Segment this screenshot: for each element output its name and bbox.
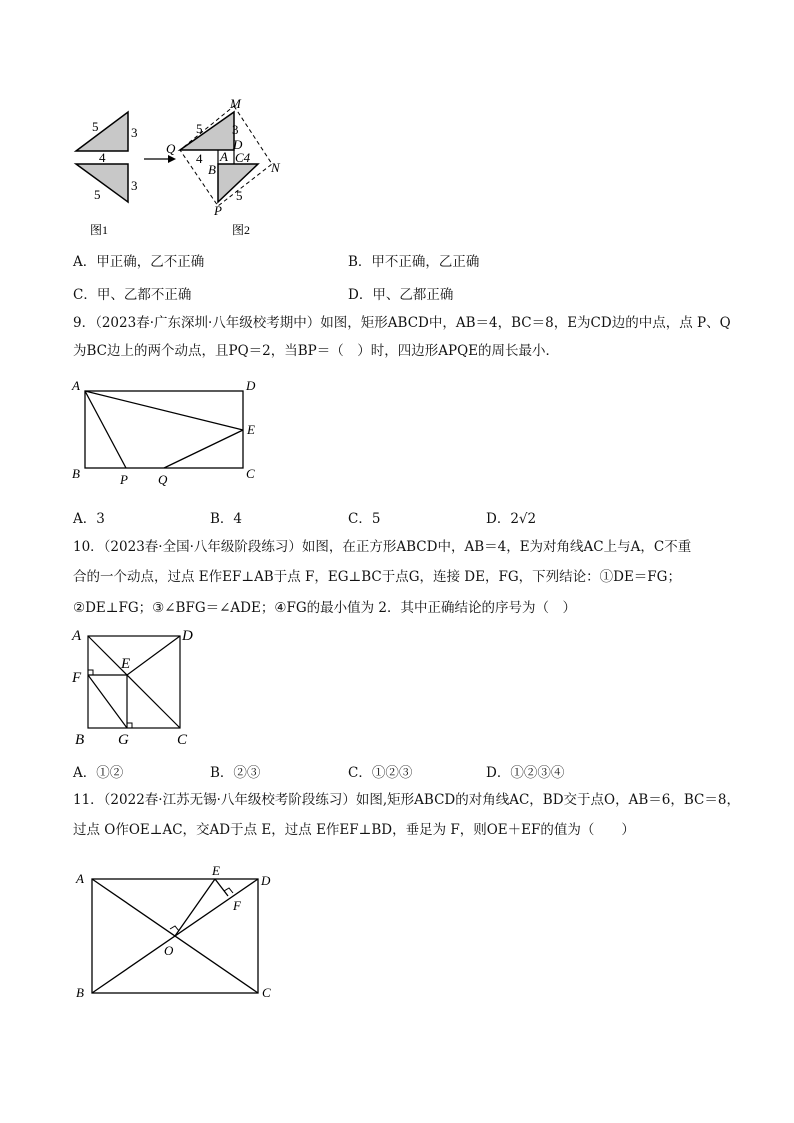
q9-label-D: D [246, 378, 256, 393]
q9-label-C: C [246, 466, 255, 481]
q11-label-D: D [261, 873, 271, 888]
q9-option-d-prefix: D． [486, 511, 511, 527]
q8-option-b[interactable]: B．甲不正确，乙正确 [348, 254, 480, 270]
q9-option-d-value: 2√2 [510, 511, 537, 527]
fig2-label-B: B [208, 162, 216, 177]
fig2-upper-triangle [180, 112, 234, 150]
fig2-label-3: 3 [232, 122, 239, 137]
q10-option-c[interactable]: C．①②③ [348, 765, 413, 781]
q11-label-O: O [164, 943, 174, 958]
q10-right-angle-g [127, 723, 132, 728]
q10-diagonal-ac [88, 636, 180, 728]
q10-segment-de [127, 636, 180, 675]
q9-option-a[interactable]: A．3 [73, 511, 105, 527]
fig2-label-N: N [271, 160, 280, 175]
fig1-label-5a: 5 [92, 119, 99, 134]
q9-figure [62, 374, 272, 492]
q9-option-c[interactable]: C．5 [348, 511, 381, 527]
fig1-caption: 图1 [90, 223, 109, 237]
q11-label-E: E [212, 863, 220, 878]
q10-label-F: F [72, 670, 82, 686]
q11-segment-ef [215, 879, 228, 896]
fig2-caption: 图2 [232, 223, 251, 237]
q9-label-Q: Q [158, 472, 168, 487]
arrow-head [168, 155, 176, 163]
fig2-label-5-upper: 5 [196, 121, 203, 136]
fig1-lower-triangle [76, 164, 128, 202]
q9-rectangle [85, 391, 243, 468]
q11-label-B: B [76, 985, 84, 1000]
q10-segment-fg [88, 675, 127, 728]
fig1-label-5b: 5 [94, 187, 101, 202]
q10-label-B: B [75, 732, 85, 748]
q11-segment-oe [175, 879, 215, 936]
fig2-label-M: M [230, 96, 241, 111]
q10-label-A: A [72, 628, 82, 644]
fig2-label-D: D [233, 137, 243, 152]
q11-figure [70, 860, 285, 1005]
fig1-upper-triangle [76, 112, 128, 151]
q10-option-a[interactable]: A．①② [73, 765, 124, 781]
q9-stem-line1: 9．（2023春·广东深圳·八年级校考期中）如图，矩形ABCD中，AB＝4，BC＝8，E为CD边的中点，点 P、Q [73, 315, 731, 331]
q10-label-G: G [118, 732, 129, 748]
q11-stem-line2: 过点 O作OE⊥AC，交AD于点 E，过点 E作EF⊥BD，垂足为 F，则OE＋EF的值为（ ） [73, 822, 635, 838]
q11-label-F: F [233, 898, 241, 913]
q9-label-A: A [72, 378, 80, 393]
q11-label-C: C [262, 985, 271, 1000]
q11-right-angle-o [170, 926, 179, 931]
q10-stem-line1: 10．（2023春·全国·八年级阶段练习）如图，在正方形ABCD中，AB＝4，E为对角线AC上与A，C不重 [73, 539, 692, 555]
fig1-label-3a: 3 [131, 125, 138, 140]
q11-stem-line1: 11．（2022春·江苏无锡·八年级校考阶段练习）如图,矩形ABCD的对角线AC，BD交于点O，AB＝6，BC＝8， [73, 792, 740, 808]
q10-figure [65, 624, 215, 750]
q10-label-C: C [177, 732, 188, 748]
q9-label-E: E [247, 422, 255, 437]
q10-option-d[interactable]: D．①②③④ [486, 765, 565, 781]
q10-label-D: D [182, 628, 193, 644]
fig2-label-Q: Q [166, 141, 176, 156]
fig2-label-5-lower: 5 [236, 188, 243, 203]
fig1-label-4: 4 [99, 150, 106, 165]
q9-segment-ap [85, 391, 126, 468]
q9-label-B: B [72, 466, 80, 481]
q10-label-E: E [121, 656, 131, 672]
q8-option-d[interactable]: D．甲、乙都正确 [348, 287, 454, 303]
q8-option-a[interactable]: A．甲正确，乙不正确 [73, 254, 205, 270]
fig2-label-A: A [220, 149, 228, 164]
q11-label-A: A [76, 871, 84, 886]
q9-segment-ae [85, 391, 243, 430]
q9-label-P: P [120, 472, 128, 487]
q10-stem-line3: ②DE⊥FG；③∠BFG＝∠ADE；④FG的最小值为 2．其中正确结论的序号为（ ） [73, 600, 576, 616]
fig2-label-4: 4 [196, 151, 203, 166]
q9-option-d[interactable] [486, 507, 536, 527]
fig2-label-C4: C4 [235, 150, 251, 165]
q10-option-b[interactable]: B．②③ [210, 765, 261, 781]
q8-option-c[interactable]: C．甲、乙都不正确 [73, 287, 192, 303]
q9-option-b[interactable]: B．4 [210, 511, 243, 527]
figure-transform-triangles [60, 92, 300, 242]
q9-segment-qe [164, 430, 243, 468]
q9-stem-line2: 为BC边上的两个动点，且PQ＝2，当BP＝（ ）时，四边形APQE的周长最小． [73, 343, 559, 359]
q10-stem-line2: 合的一个动点，过点 E作EF⊥AB于点 F，EG⊥BC于点G，连接 DE，FG，下列结论：①DE＝FG； [73, 569, 681, 585]
fig2-label-P: P [214, 203, 222, 218]
fig1-label-3b: 3 [131, 178, 138, 193]
q10-right-angle-f [88, 670, 93, 675]
